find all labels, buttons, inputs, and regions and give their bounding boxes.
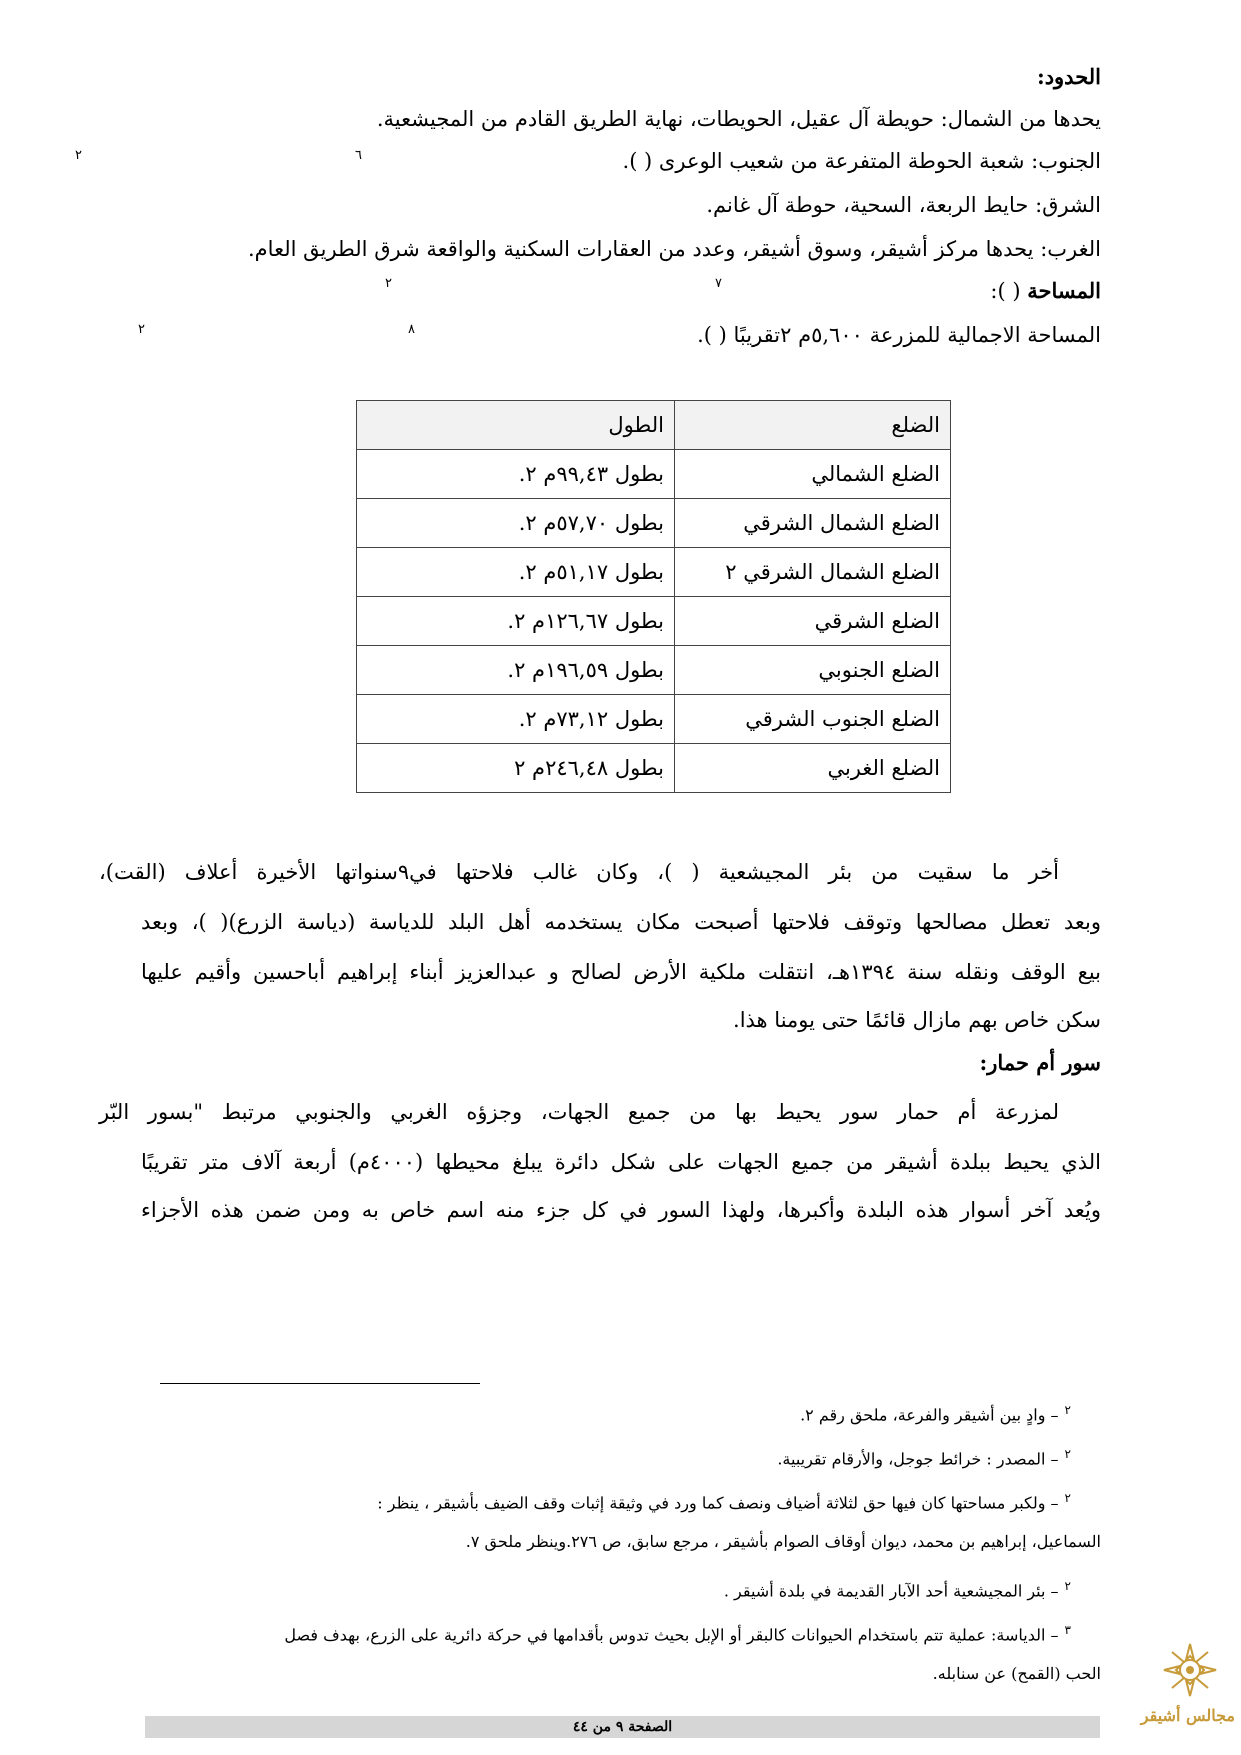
table-row: [357, 646, 951, 695]
stray-mark: ٦: [355, 148, 362, 163]
stray-mark: ٢: [385, 276, 392, 291]
area-total: المساحة الاجمالية للمزرعة ٥,٦٠٠م ٢تقريبًا ( ).: [697, 323, 1101, 347]
stray-mark: ٨: [408, 322, 415, 337]
logo-text: مجالس أشيقر: [1140, 1706, 1235, 1725]
boundaries-heading: الحدود:: [1036, 64, 1101, 89]
boundary-south: الجنوب: شعبة الحوطة المتفرعة من شعيب الوعرى ( ).: [622, 149, 1101, 173]
stray-mark: ٢: [75, 148, 82, 163]
wall-line: ويُعد آخر أسوار هذه البلدة وأكبرها، ولهذا السور في كل جزء منه اسم خاص به ومن ضمن هذه الأجزاء: [141, 1198, 1101, 1222]
flourish-logo-icon: [1160, 1640, 1220, 1700]
wall-heading: سور أم حمار:: [979, 1050, 1101, 1075]
stray-mark: ٧: [715, 276, 722, 291]
footnote-mark: ٣: [1064, 1623, 1071, 1637]
cell-length: بطول ١٩٦,٥٩م ٢.: [357, 646, 675, 695]
table-row: [357, 450, 951, 499]
table-header-side: الضلع: [675, 401, 951, 450]
cell-side: الضلع الشمال الشرقي: [675, 499, 951, 548]
footnote: [284, 1616, 1071, 1649]
site-logo: [1140, 1640, 1235, 1750]
cell-length: بطول ٧٣,١٢م ٢.: [357, 695, 675, 744]
footnote: [800, 1396, 1071, 1429]
cell-side: الضلع الشرقي: [675, 597, 951, 646]
paragraph1-line: بيع الوقف ونقله سنة ١٣٩٤هـ، انتقلت ملكية الأرض لصالح و عبدالعزيز أبناء إبراهيم أباحسين وأقيم عليها: [141, 960, 1101, 984]
table-row: [357, 548, 951, 597]
area-heading: المساحة: [1027, 278, 1101, 303]
cell-length: بطول ٢٤٦,٤٨م ٢: [357, 744, 675, 793]
table-row: [357, 499, 951, 548]
cell-length: بطول ٥١,١٧م ٢.: [357, 548, 675, 597]
cell-length: بطول ٥٧,٧٠م ٢.: [357, 499, 675, 548]
footnote-text: – وادٍ بين أشيقر والفرعة، ملحق رقم ٢.: [800, 1405, 1059, 1425]
paragraph1-line: وبعد تعطل مصالحها وتوقف فلاحتها أصبحت مكان يستخدمه أهل البلد للدياسة (دياسة الزرع)( )، وبعد: [141, 910, 1101, 934]
footnote: [724, 1572, 1071, 1605]
footnote-mark: ٢: [1064, 1403, 1071, 1417]
cell-side: الضلع الجنوبي: [675, 646, 951, 695]
wall-line: لمزرعة أم حمار سور يحيط بها من جميع الجهات، وجزؤه الغربي والجنوبي مرتبط "بسور البّر: [99, 1100, 1059, 1124]
cell-side: الضلع الغربي: [675, 744, 951, 793]
page-footer: الصفحة ٩ من ٤٤: [145, 1716, 1100, 1738]
table-row: [357, 695, 951, 744]
footnote-text: – الدياسة: عملية تتم باستخدام الحيوانات كالبقر أو الإبل بحيث تدوس بأقدامها في حركة دائرية على الزرع، بهدف فصل: [284, 1625, 1059, 1645]
footnote: [777, 1440, 1071, 1473]
footnote-continued: الحب (القمح) عن سنابله.: [932, 1664, 1101, 1683]
footnote-mark: ٢: [1064, 1491, 1071, 1505]
sides-table: [356, 400, 951, 793]
footnote-text: – ولكبر مساحتها كان فيها حق لثلاثة أضياف ونصف كما ورد في وثيقة إثبات وقف الضيف بأشيقر ، ينظر :: [377, 1493, 1059, 1513]
boundary-north: يحدها من الشمال: حويطة آل عقيل، الحويطات، نهاية الطريق القادم من المجيشعية.: [376, 107, 1101, 131]
table-header-row: [357, 401, 951, 450]
stray-mark: ٢: [138, 322, 145, 337]
footnote-text: – بئر المجيشعية أحد الآبار القديمة في بلدة أشيقر .: [723, 1581, 1059, 1601]
boundary-east: الشرق: حايط الربعة، السحية، حوطة آل غانم.: [706, 193, 1101, 217]
table-row: [357, 744, 951, 793]
table-row: [357, 597, 951, 646]
footnote-mark: ٢: [1064, 1579, 1071, 1593]
footnote: [377, 1484, 1071, 1517]
footnote-mark: ٢: [1064, 1447, 1071, 1461]
wall-line: الذي يحيط ببلدة أشيقر من جميع الجهات على شكل دائرة يبلغ محيطها (٤٠٠٠م) أربعة آلاف متر تقريبًا: [141, 1150, 1101, 1174]
cell-side: الضلع الشمال الشرقي ٢: [675, 548, 951, 597]
paragraph1-line: أخر ما سقيت من بئر المجيشعية ( )، وكان غالب فلاحتها في٩سنواتها الأخيرة أعلاف (القت)،: [99, 860, 1059, 884]
area-heading-line: [990, 274, 1101, 308]
table-header-length: الطول: [357, 401, 675, 450]
cell-length: بطول ١٢٦,٦٧م ٢.: [357, 597, 675, 646]
area-heading-suffix: ( ):: [990, 279, 1021, 303]
footnote-text: – المصدر : خرائط جوجل، والأرقام تقريبية.: [777, 1449, 1059, 1469]
footnote-continued: السماعيل، إبراهيم بن محمد، ديوان أوقاف الصوام بأشيقر ، مرجع سابق، ص ٢٧٦.وينظر ملحق ٧.: [465, 1532, 1101, 1551]
boundary-west: الغرب: يحدها مركز أشيقر، وسوق أشيقر، وعدد من العقارات السكنية والواقعة شرق الطريق العام.: [248, 237, 1101, 261]
footnote-divider: [160, 1383, 480, 1384]
paragraph1-line: سكن خاص بهم مازال قائمًا حتى يومنا هذا.: [733, 1008, 1101, 1032]
cell-side: الضلع الجنوب الشرقي: [675, 695, 951, 744]
cell-length: بطول ٩٩,٤٣م ٢.: [357, 450, 675, 499]
cell-side: الضلع الشمالي: [675, 450, 951, 499]
